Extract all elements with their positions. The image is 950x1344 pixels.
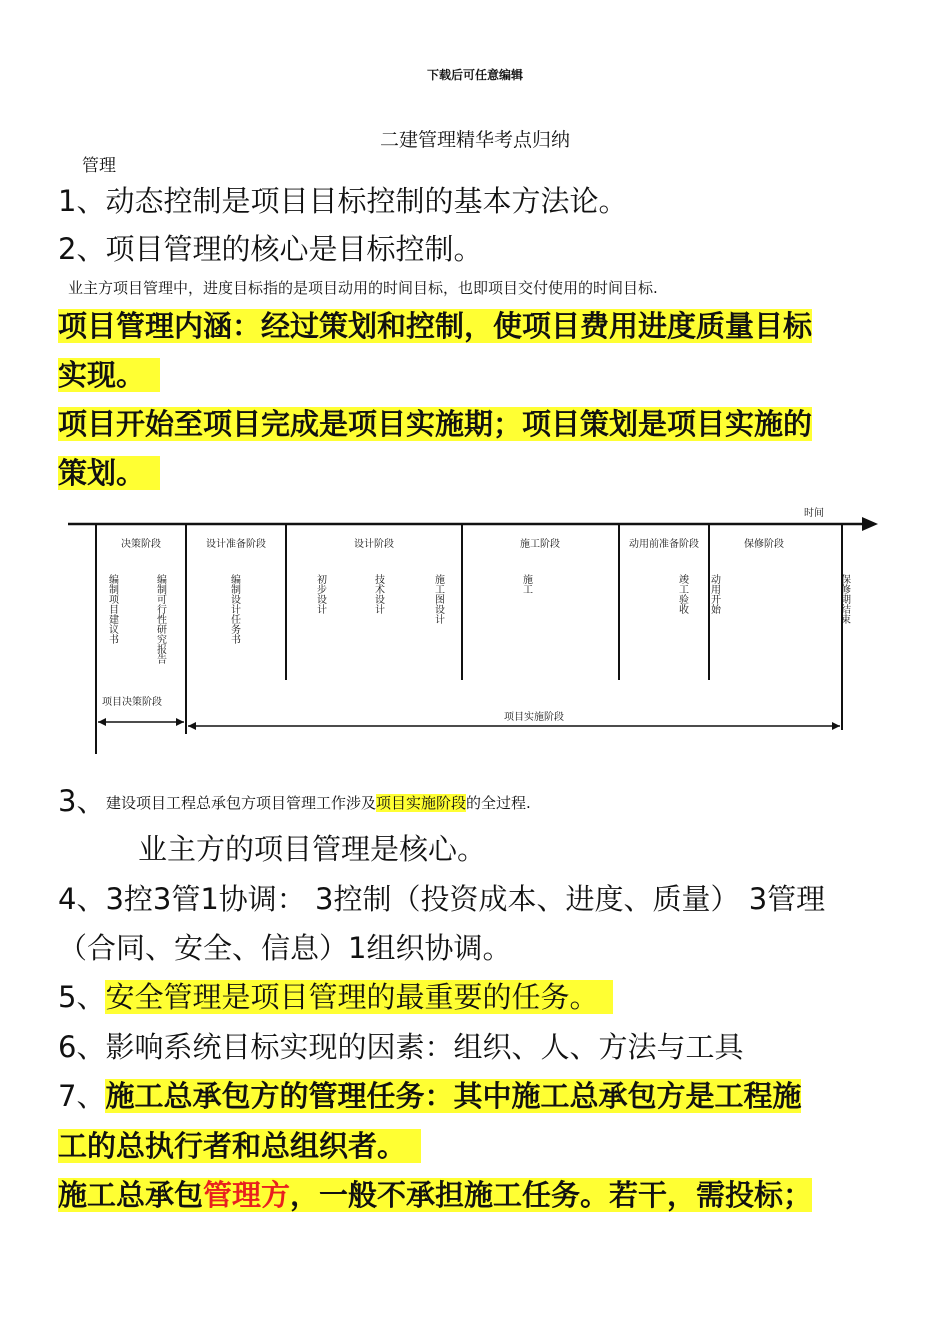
task-label: 编制项目建议书 xyxy=(106,574,118,644)
point-7a: 7、施工总承包方的管理任务：其中施工总承包方是工程施 xyxy=(58,1079,802,1113)
task-label: 动用开始 xyxy=(708,574,720,614)
point-4a: 4、3控3管1协调： 3控制（投资成本、进度、质量） 3管理 xyxy=(58,882,826,916)
highlight-line-1b xyxy=(58,356,160,394)
task-label: 施工 xyxy=(520,574,532,594)
implementation-stage-label: 项目实施阶段 xyxy=(504,712,564,723)
note-owner-schedule: 业主方项目管理中，进度目标指的是项目动用的时间目标，也即项目交付使用的时间目标. xyxy=(68,279,658,297)
point-5: 5、安全管理是项目管理的最重要的任务。 xyxy=(58,978,613,1016)
point-3-text: 建设项目工程总承包方项目管理工作涉及项目实施阶段的全过程. xyxy=(106,794,531,812)
point-7b xyxy=(58,1127,421,1165)
highlight-line-1a xyxy=(58,307,812,345)
highlight-text: 工的总执行者和总组织者。 xyxy=(58,1129,392,1163)
highlight-text: 项目开始至项目完成是项目实施期；项目策划是项目实施的 xyxy=(58,407,813,441)
phase-label: 动用前准备阶段 xyxy=(629,539,699,550)
task-label: 编制设计任务书 xyxy=(228,574,240,644)
task-label: 保修期结束 xyxy=(838,574,850,624)
point-2: 2、项目管理的核心是目标控制。 xyxy=(58,232,483,266)
highlight-text: 策划。 xyxy=(58,456,131,490)
highlight-text: 施工总承包方的管理任务：其中施工总承包方是工程施 xyxy=(105,1079,802,1113)
point-1: 1、动态控制是项目目标控制的基本方法论。 xyxy=(58,184,628,218)
highlight-text: 项目管理内涵：经过策划和控制，使项目费用进度质量目标 xyxy=(58,309,813,343)
point-3-number: 3、 xyxy=(58,784,106,818)
highlight-text: 项目实施阶段 xyxy=(376,794,467,812)
highlight-text: 实现。 xyxy=(58,358,131,392)
red-highlight-text: 管理方 xyxy=(203,1178,291,1212)
task-label: 竣工验收 xyxy=(676,574,688,614)
point-6: 6、影响系统目标实现的因素：组织、人、方法与工具 xyxy=(58,1030,744,1064)
page-header: 下载后可任意编辑 xyxy=(426,68,523,82)
task-label: 编制可行性研究报告 xyxy=(154,574,166,664)
phase-label: 施工阶段 xyxy=(520,539,560,550)
phase-label: 设计准备阶段 xyxy=(206,539,266,550)
task-label: 技术设计 xyxy=(372,574,384,614)
point-8: 施工总承包管理方，一般不承担施工任务。若干，需投标； xyxy=(58,1178,813,1212)
phase-label: 决策阶段 xyxy=(121,539,161,550)
phase-label: 保修阶段 xyxy=(744,539,784,550)
task-label: 施工图设计 xyxy=(432,574,444,624)
task-label: 初步设计 xyxy=(314,574,326,614)
decision-stage-label: 项目决策阶段 xyxy=(102,697,162,708)
highlight-line-2a xyxy=(58,405,812,443)
point-3b: 业主方的项目管理是核心。 xyxy=(138,832,487,866)
highlight-text: 安全管理是项目管理的最重要的任务。 xyxy=(105,980,584,1014)
document-title: 二建管理精华考点归纳 xyxy=(379,129,570,151)
point-4b: （合同、安全、信息）1组织协调。 xyxy=(58,931,512,965)
project-lifecycle-diagram xyxy=(64,502,880,760)
highlight-line-2b xyxy=(58,454,160,492)
phase-label: 设计阶段 xyxy=(354,539,394,550)
section-label: 管理 xyxy=(82,156,116,176)
time-label: 时间 xyxy=(804,508,824,519)
